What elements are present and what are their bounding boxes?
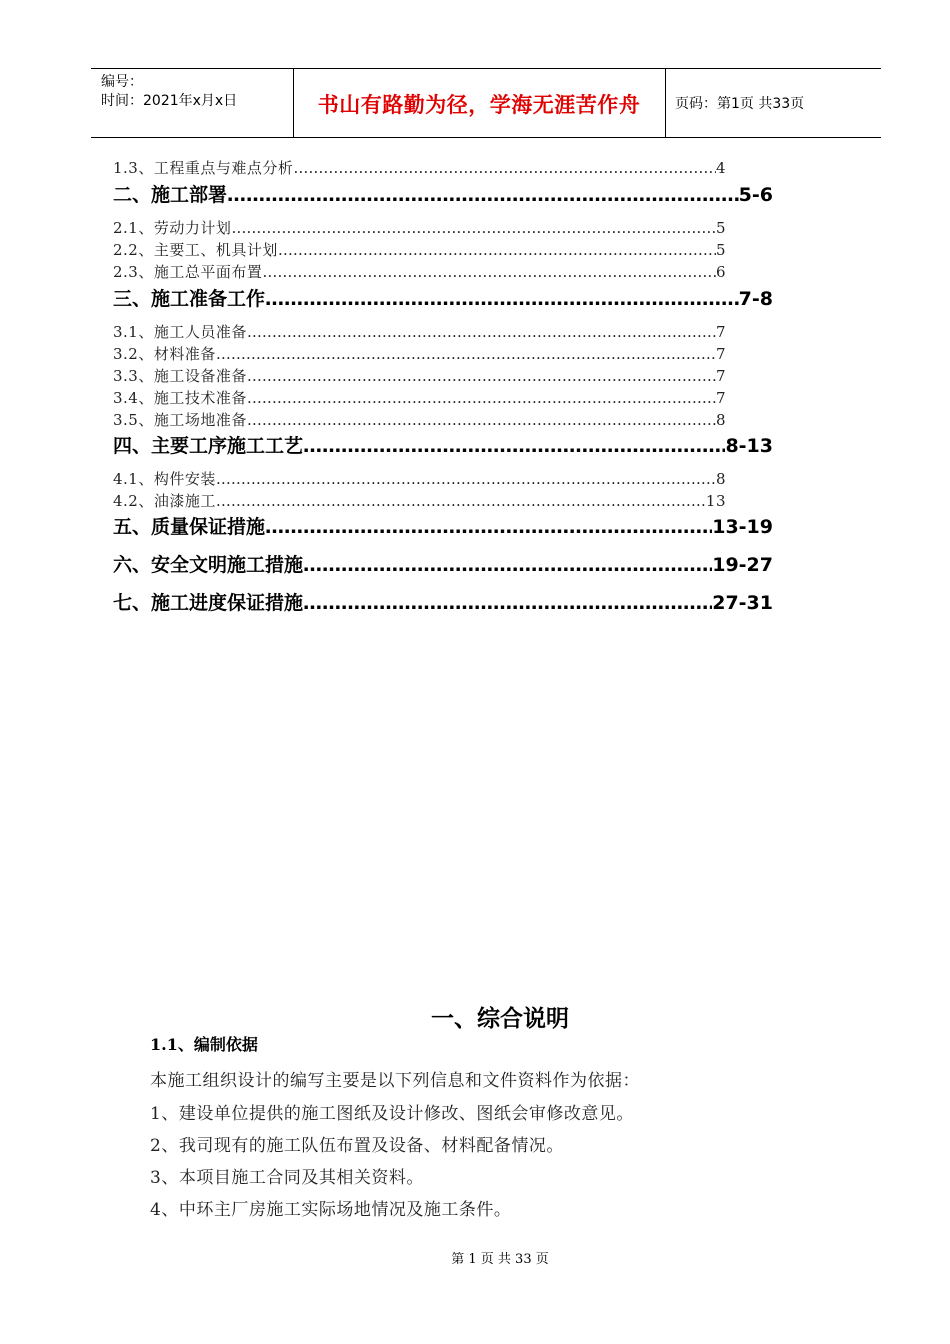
toc-page: 5-6 xyxy=(738,184,773,206)
toc-leader xyxy=(231,219,716,237)
toc-leader xyxy=(247,411,716,429)
paragraph: 2、我司现有的施工队伍布置及设备、材料配备情况。 xyxy=(150,1136,564,1156)
toc-leader xyxy=(278,241,716,259)
toc-leader xyxy=(227,184,739,206)
toc-entry[interactable] xyxy=(113,387,726,408)
toc-leader xyxy=(247,323,716,341)
toc-leader xyxy=(303,435,725,457)
toc-page: 7 xyxy=(715,389,726,407)
toc-entry[interactable] xyxy=(113,217,726,238)
toc-label: 2.3、施工总平面布置 xyxy=(113,263,263,281)
toc-entry[interactable] xyxy=(113,365,726,386)
toc-label: 3.2、材料准备 xyxy=(113,345,216,363)
toc-label: 五、质量保证措施 xyxy=(113,516,266,538)
toc-label: 四、主要工序施工工艺 xyxy=(113,435,304,457)
toc-page: 4 xyxy=(715,159,726,177)
toc-leader xyxy=(265,288,739,310)
toc-page: 7-8 xyxy=(738,288,773,310)
toc-entry[interactable] xyxy=(113,261,726,282)
time-label: 时间：2021年x月x日 xyxy=(101,93,238,109)
toc-page: 8 xyxy=(715,470,726,488)
toc-label: 4.1、构件安装 xyxy=(113,470,216,488)
toc-label: 3.3、施工设备准备 xyxy=(113,367,247,385)
header-divider xyxy=(665,69,666,137)
toc-label: 3.1、施工人员准备 xyxy=(113,323,247,341)
toc-label: 二、施工部署 xyxy=(113,184,228,206)
toc-leader xyxy=(216,492,706,510)
toc-label: 2.1、劳动力计划 xyxy=(113,219,232,237)
page-header xyxy=(91,68,881,138)
toc-entry[interactable] xyxy=(113,409,726,430)
toc-leader xyxy=(293,159,716,177)
toc-label: 2.2、主要工、机具计划 xyxy=(113,241,278,259)
toc-entry[interactable] xyxy=(113,512,773,539)
toc-page: 13-19 xyxy=(712,516,773,538)
toc-leader xyxy=(303,592,712,614)
toc-leader xyxy=(216,470,716,488)
page-footer: 第 1 页 共 33 页 xyxy=(451,1252,549,1267)
toc-leader xyxy=(262,263,716,281)
toc-leader xyxy=(303,554,712,576)
toc-page: 7 xyxy=(715,367,726,385)
toc-page: 8 xyxy=(715,411,726,429)
subsection-title: 1.1、编制依据 xyxy=(150,1035,258,1054)
toc-label: 六、安全文明施工措施 xyxy=(113,554,304,576)
toc-label: 3.5、施工场地准备 xyxy=(113,411,247,429)
paragraph: 3、本项目施工合同及其相关资料。 xyxy=(150,1168,424,1188)
toc-page: 7 xyxy=(715,345,726,363)
toc-entry[interactable] xyxy=(113,588,773,615)
toc-page: 7 xyxy=(715,323,726,341)
toc-page: 5 xyxy=(715,219,726,237)
paragraph: 本施工组织设计的编写主要是以下列信息和文件资料作为依据： xyxy=(150,1071,640,1091)
toc-entry[interactable] xyxy=(113,431,773,458)
toc-entry[interactable] xyxy=(113,321,726,342)
toc-entry[interactable] xyxy=(113,468,726,489)
toc-entry[interactable] xyxy=(113,284,773,311)
header-page-info: 页码：第1页 共33页 xyxy=(675,96,805,112)
toc-leader xyxy=(265,516,712,538)
header-motto: 书山有路勤为径，学海无涯苦作舟 xyxy=(317,92,641,117)
toc-leader xyxy=(216,345,716,363)
header-meta xyxy=(101,73,237,111)
toc-entry[interactable] xyxy=(113,180,773,207)
toc-label: 4.2、油漆施工 xyxy=(113,492,216,510)
toc-label: 3.4、施工技术准备 xyxy=(113,389,247,407)
toc-leader xyxy=(247,367,716,385)
toc-page: 19-27 xyxy=(712,554,773,576)
toc-label: 三、施工准备工作 xyxy=(113,288,266,310)
number-label: 编号： xyxy=(101,74,143,90)
toc-entry[interactable] xyxy=(113,343,726,364)
toc-page: 27-31 xyxy=(712,592,773,614)
toc-page: 6 xyxy=(715,263,726,281)
toc-entry[interactable] xyxy=(113,157,726,178)
paragraph: 1、建设单位提供的施工图纸及设计修改、图纸会审修改意见。 xyxy=(150,1104,634,1124)
toc-leader xyxy=(247,389,716,407)
toc-page: 8-13 xyxy=(725,435,773,457)
toc-entry[interactable] xyxy=(113,490,726,511)
section-title: 一、综合说明 xyxy=(431,1005,569,1032)
toc-label: 1.3、工程重点与难点分析 xyxy=(113,159,294,177)
toc-entry[interactable] xyxy=(113,239,726,260)
toc-page: 5 xyxy=(715,241,726,259)
toc-page: 13 xyxy=(705,492,726,510)
toc-entry[interactable] xyxy=(113,550,773,577)
toc-label: 七、施工进度保证措施 xyxy=(113,592,304,614)
paragraph: 4、中环主厂房施工实际场地情况及施工条件。 xyxy=(150,1200,512,1220)
